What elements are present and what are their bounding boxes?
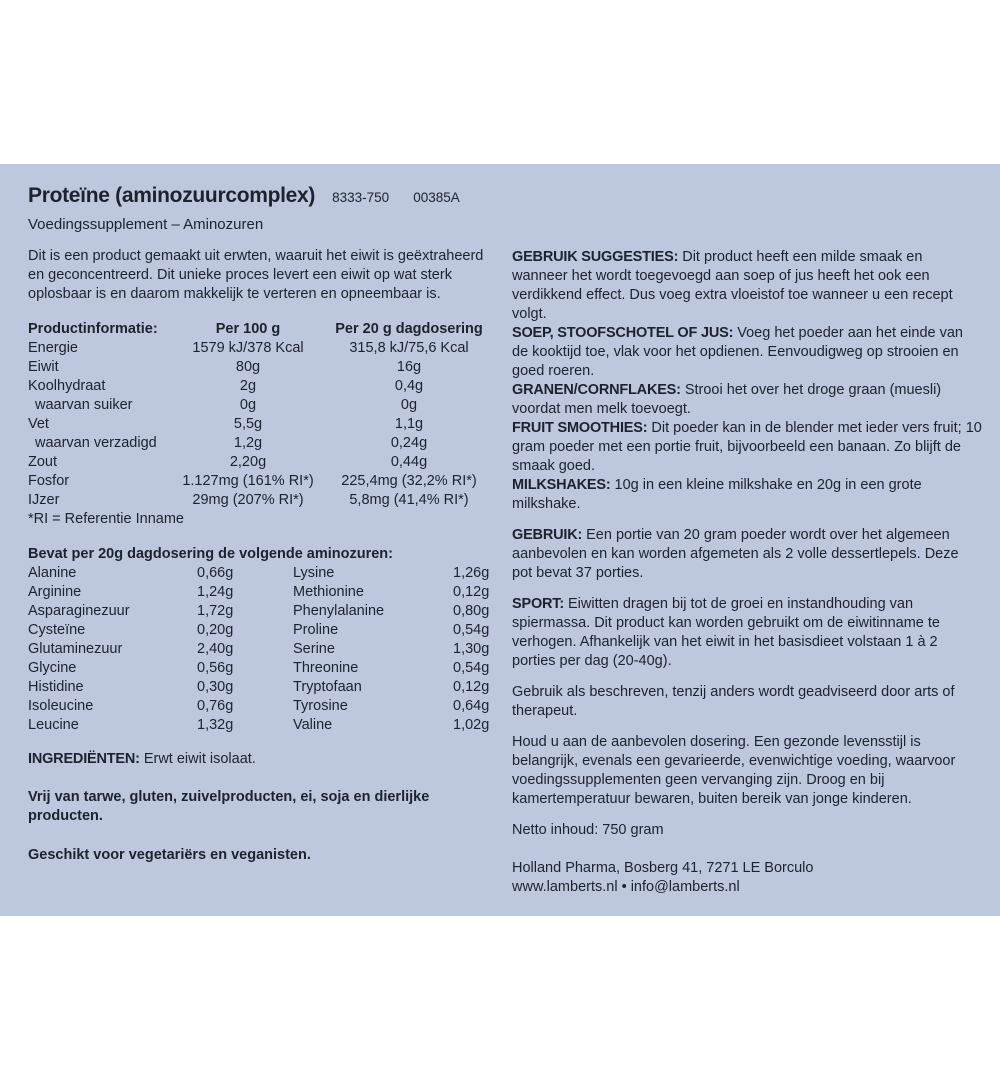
usage-suggestion	[512, 381, 982, 419]
usage-label: MILKSHAKES:	[512, 477, 611, 493]
nutrition-row	[28, 434, 498, 453]
ingredients-label: INGREDIËNTEN:	[28, 751, 140, 767]
usage-suggestion	[512, 324, 982, 381]
amino-value: 0,12g	[453, 584, 490, 600]
nutrition-header-per20: Per 20 g dagdosering	[335, 321, 483, 337]
nutrition-row	[28, 472, 498, 491]
amino-row	[28, 678, 498, 697]
right-column	[512, 248, 982, 897]
usage-text: Strooi het over het droge graan (muesli) voordat men melk toevoegt.	[512, 382, 942, 417]
amino-name: Arginine	[28, 584, 82, 600]
nutrient-per100: 29mg (207% RI*)	[192, 492, 304, 508]
amino-name: Glycine	[28, 660, 77, 676]
nutrient-per100: 2g	[239, 378, 257, 394]
amino-name: Isoleucine	[28, 698, 94, 714]
amino-row	[28, 640, 498, 659]
amino-value: 0,66g	[197, 565, 234, 581]
amino-name: Methionine	[293, 584, 364, 600]
amino-value: 0,80g	[453, 603, 490, 619]
amino-row	[28, 697, 498, 716]
amino-value: 2,40g	[197, 641, 234, 657]
advice-paragraph: Gebruik als beschreven, tenzij anders wordt geadviseerd door arts of therapeut.	[512, 684, 955, 719]
amino-value: 0,54g	[453, 622, 490, 638]
amino-name: Tyrosine	[293, 698, 348, 714]
product-title: Proteïne (aminozuurcomplex)	[28, 184, 316, 207]
nutrient-name: Energie	[28, 340, 78, 356]
left-column	[28, 184, 498, 865]
usage-suggestion	[512, 419, 982, 476]
nutrient-per20: 1,1g	[394, 416, 424, 432]
amino-value: 0,54g	[453, 660, 490, 676]
amino-row	[28, 564, 498, 583]
amino-row	[28, 621, 498, 640]
title-row	[28, 184, 498, 208]
sport-paragraph	[512, 595, 982, 671]
amino-name: Proline	[293, 622, 339, 638]
usage-text: 10g in een kleine milkshake en 20g in een grote milkshake.	[512, 477, 922, 512]
contact-line: www.lamberts.nl • info@lamberts.nl	[512, 879, 740, 895]
amino-name: Lysine	[293, 565, 335, 581]
nutrient-per20: 225,4mg (32,2% RI*)	[341, 473, 477, 489]
nutrient-name: waarvan suiker	[35, 397, 133, 413]
nutrient-name: IJzer	[28, 492, 60, 508]
amino-value: 0,76g	[197, 698, 234, 714]
amino-value: 0,56g	[197, 660, 234, 676]
nutrient-per20: 0,24g	[390, 435, 428, 451]
amino-name: Cysteïne	[28, 622, 86, 638]
product-label	[0, 164, 1000, 916]
usage-label: SOEP, STOOFSCHOTEL OF JUS:	[512, 325, 734, 341]
usage-label: FRUIT SMOOTHIES:	[512, 420, 648, 436]
manufacturer-address: Holland Pharma, Bosberg 41, 7271 LE Borculo	[512, 860, 814, 876]
nutrient-per100: 2,20g	[229, 454, 267, 470]
amino-name: Histidine	[28, 679, 84, 695]
nutrient-name: Koolhydraat	[28, 378, 106, 394]
nutrition-row	[28, 377, 498, 396]
batch-code: 00385A	[413, 190, 460, 205]
nutrition-header-row	[28, 320, 498, 339]
nutrition-row	[28, 358, 498, 377]
nutrient-name: Eiwit	[28, 359, 59, 375]
amino-row	[28, 716, 498, 735]
usage-suggestion	[512, 476, 982, 514]
amino-value: 0,64g	[453, 698, 490, 714]
warning-paragraph: Houd u aan de aanbevolen dosering. Een gezonde levensstijl is belangrijk, evenals een gevarieerde, evenwichtige voeding, waarvoor voedingssupplementen geen vervanging zijn. Droog en bij kamertemperatuur bewaren, buiten bereik van jonge kinderen.	[512, 734, 956, 807]
nutrient-per100: 0g	[239, 397, 257, 413]
amino-name: Phenylalanine	[293, 603, 385, 619]
amino-value: 0,20g	[197, 622, 234, 638]
amino-value: 1,02g	[453, 717, 490, 733]
amino-name: Leucine	[28, 717, 79, 733]
nutrient-per100: 1579 kJ/378 Kcal	[192, 340, 304, 356]
nutrition-row	[28, 415, 498, 434]
nutrient-name: Vet	[28, 416, 49, 432]
net-content: Netto inhoud: 750 gram	[512, 822, 664, 838]
amino-name: Serine	[293, 641, 335, 657]
dosage-paragraph	[512, 526, 982, 583]
free-from-note: Vrij van tarwe, gluten, zuivelproducten, ei, soja en dierlijke producten.	[28, 789, 430, 824]
nutrition-table	[28, 320, 498, 529]
amino-row	[28, 659, 498, 678]
nutrient-per20: 16g	[396, 359, 422, 375]
amino-name: Glutaminezuur	[28, 641, 123, 657]
nutrient-per100: 5,5g	[233, 416, 263, 432]
intro-paragraph: Dit is een product gemaakt uit erwten, waaruit het eiwit is geëxtraheerd en geconcentreerd. Dit unieke proces levert een eiwit op wat sterk oplosbaar is en daarom makkelijk te verteren en opneembaar is.	[28, 248, 484, 302]
ingredients-line	[28, 750, 498, 769]
nutrient-per20: 0g	[400, 397, 418, 413]
ingredients-text: Erwt eiwit isolaat.	[143, 751, 256, 767]
nutrition-row	[28, 396, 498, 415]
nutrient-per100: 1,2g	[233, 435, 263, 451]
amino-heading: Bevat per 20g dagdosering de volgende aminozuren:	[28, 546, 393, 562]
nutrient-name: Zout	[28, 454, 58, 470]
nutrition-header-label: Productinformatie:	[28, 321, 158, 337]
amino-name: Asparaginezuur	[28, 603, 130, 619]
amino-acid-table	[28, 545, 498, 735]
sport-text: Eiwitten dragen bij tot de groei en instandhouding van spiermassa. Dit product kan worden gebruikt om de eiwitinname te verhogen. Afhankelijk van het eiwit in het basisdieet volstaan 1 à 2 porties per dag (20-40g).	[512, 596, 940, 669]
amino-value: 1,24g	[197, 584, 234, 600]
dosage-text: Een portie van 20 gram poeder wordt over het algemeen aanbevolen en kan worden afgemeten als 2 volle dessertlepels. Deze pot bevat 37 porties.	[512, 527, 959, 581]
usage-label: GEBRUIK SUGGESTIES:	[512, 249, 679, 265]
nutrient-name: Fosfor	[28, 473, 70, 489]
amino-name: Valine	[293, 717, 333, 733]
amino-name: Tryptofaan	[293, 679, 362, 695]
nutrition-row	[28, 339, 498, 358]
usage-suggestion	[512, 248, 982, 324]
suitable-for-note: Geschikt voor vegetariërs en veganisten.	[28, 847, 311, 863]
amino-row	[28, 602, 498, 621]
amino-value: 0,30g	[197, 679, 234, 695]
nutrient-name: waarvan verzadigd	[35, 435, 157, 451]
nutrition-row	[28, 491, 498, 510]
nutrient-per20: 0,44g	[390, 454, 428, 470]
dosage-label: GEBRUIK:	[512, 527, 583, 543]
amino-row	[28, 583, 498, 602]
nutrient-per100: 1.127mg (161% RI*)	[182, 473, 314, 489]
nutrient-per20: 5,8mg (41,4% RI*)	[349, 492, 469, 508]
usage-text: Dit poeder kan in de blender met ieder vers fruit; 10 gram poeder met een portie fruit, bijvoorbeeld een banaan. Zo blijft de smaak goed.	[512, 420, 982, 474]
amino-value: 1,26g	[453, 565, 490, 581]
usage-text: Dit product heeft een milde smaak en wanneer het wordt toegevoegd aan soep of jus heeft het ook een verdikkend effect. Dus voeg extra vloeistof toe wanneer u een recept volgt.	[512, 249, 953, 322]
nutrient-per20: 315,8 kJ/75,6 Kcal	[349, 340, 469, 356]
product-code: 8333-750	[332, 190, 390, 205]
amino-name: Threonine	[293, 660, 359, 676]
nutrition-row	[28, 453, 498, 472]
usage-label: GRANEN/CORNFLAKES:	[512, 382, 681, 398]
sport-label: SPORT:	[512, 596, 564, 612]
amino-value: 1,32g	[197, 717, 234, 733]
ri-footnote: *RI = Referentie Inname	[28, 511, 184, 527]
nutrient-per100: 80g	[235, 359, 261, 375]
amino-value: 0,12g	[453, 679, 490, 695]
amino-value: 1,30g	[453, 641, 490, 657]
nutrition-header-per100: Per 100 g	[215, 321, 281, 337]
product-subtitle: Voedingssupplement – Aminozuren	[28, 216, 264, 233]
amino-name: Alanine	[28, 565, 77, 581]
amino-value: 1,72g	[197, 603, 234, 619]
nutrient-per20: 0,4g	[394, 378, 424, 394]
usage-text: Voeg het poeder aan het einde van de kooktijd toe, vlak voor het opdienen. Eenvoudigweg op strooien en goed roeren.	[512, 325, 963, 379]
